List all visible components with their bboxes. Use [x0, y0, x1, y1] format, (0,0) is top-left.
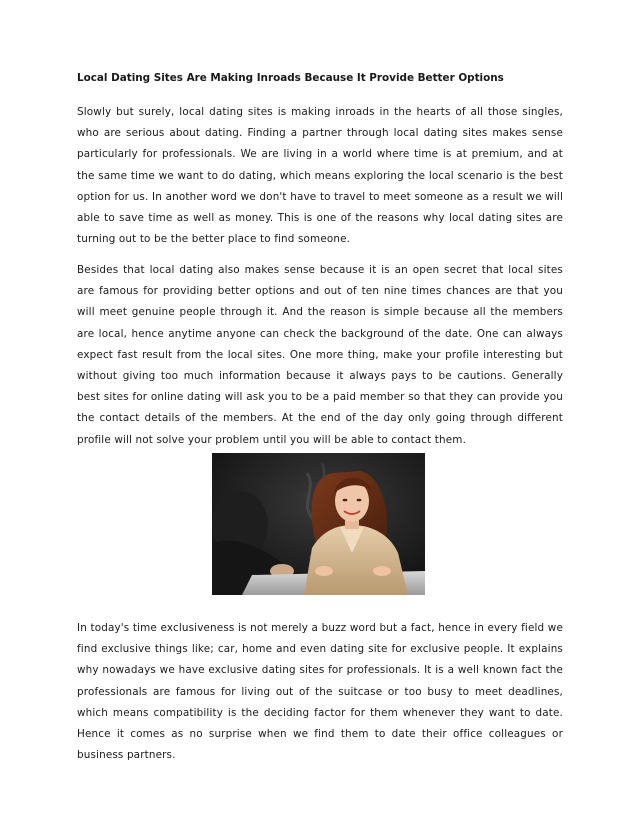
- woman-smiling-photo-illustration: [212, 453, 425, 595]
- paragraph-1: Slowly but surely, local dating sites is making inroads in the hearts of all those singles, who are serious about dating. Finding a partner through local dating sites makes sense particularly for professionals. We are living in a world where time is at premium, and at the same time we want to do dating, which means exploring the local scenario is the best option for us. In another word we don't have to travel to meet someone as a result we will able to save time as well as money. This is one of the reasons why local dating sites are turning out to be the better place to find someone.: [77, 106, 563, 246]
- paragraph-2: Besides that local dating also makes sense because it is an open secret that local sites are famous for providing better options and out of ten nine times chances are that you will meet genuine people through it. And the reason is simple because all the members are local, hence anytime anyone can check the background of the date. One can always expect fast result from the local sites. One more thing, make your profile interesting but without giving too much information because it always pays to be cautions. Generally best sites for online dating will ask you to be a paid member so that they can provide you the contact details of the members. At the end of the day only going through different profile will not solve your problem until you will be able to contact them.: [77, 264, 563, 446]
- article-title: Local Dating Sites Are Making Inroads Because It Provide Better Options: [77, 72, 504, 84]
- article-photo: [212, 453, 425, 595]
- paragraph-3: In today's time exclusiveness is not merely a buzz word but a fact, hence in every field we find exclusive things like; car, home and even dating site for exclusive people. It explains why nowadays we have exclusive dating sites for professionals. It is a well known fact the professionals are famous for living out of the suitcase or too busy to meet deadlines, which means compatibility is the deciding factor for them whenever they want to date. Hence it comes as no surprise when we find them to date their office colleagues or business partners.: [77, 622, 563, 762]
